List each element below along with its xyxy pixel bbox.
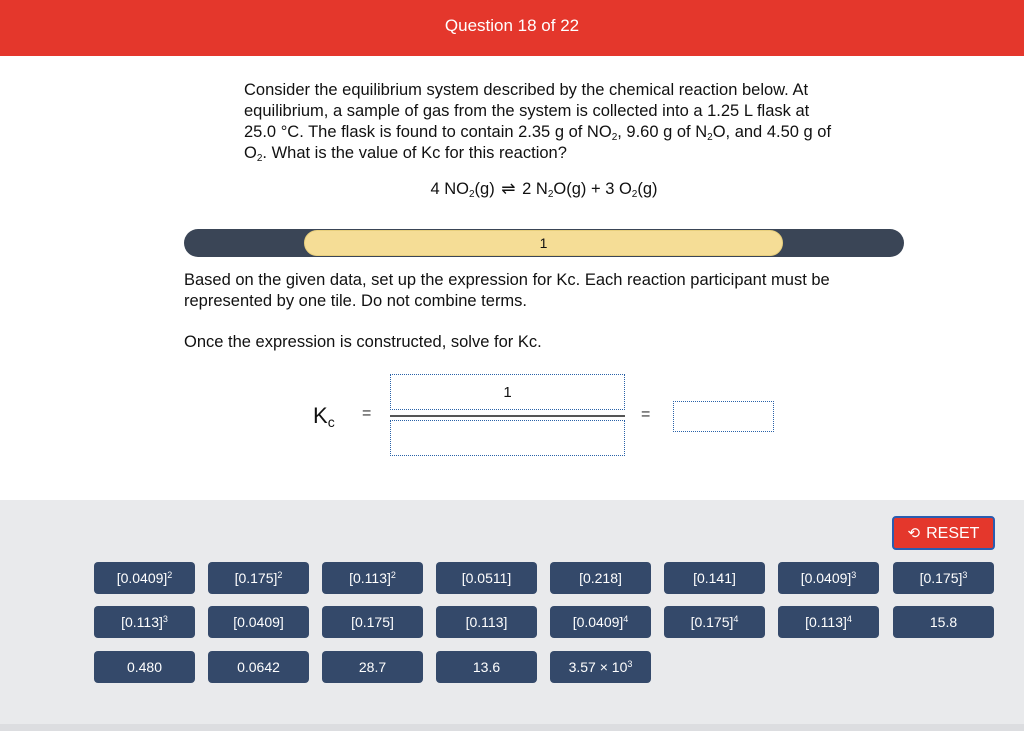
equals-sign-result: = xyxy=(641,406,651,423)
answer-tile[interactable] xyxy=(322,562,423,594)
tile-value: [0.113] xyxy=(121,614,163,630)
denominator-dropzone[interactable] xyxy=(390,420,625,456)
answer-tile[interactable] xyxy=(664,606,765,638)
answer-tile[interactable] xyxy=(436,651,537,683)
tile-value: [0.0409] xyxy=(233,614,284,630)
numerator-dropzone[interactable]: 1 xyxy=(390,374,625,410)
answer-tile[interactable] xyxy=(778,562,879,594)
answer-tile[interactable] xyxy=(322,651,423,683)
chemical-equation: 4 $NO_2(g)$ ⇌ 2 $N_2O(g) + 3$ $O_2(g)$ xyxy=(430,179,658,200)
tile-value: [0.218] xyxy=(579,570,622,586)
tile-value: [0.0409] xyxy=(116,570,168,586)
tile-value: [0.175] xyxy=(234,570,278,586)
tile-value: 28.7 xyxy=(358,659,387,675)
equals-sign: = xyxy=(362,405,372,422)
solve-instruction: Once the expression is constructed, solve for Kc. xyxy=(184,333,542,351)
answer-tile[interactable] xyxy=(550,651,651,683)
answer-tile[interactable] xyxy=(94,562,195,594)
tile-exponent: 3 xyxy=(627,659,633,669)
tile-exponent: 3 xyxy=(851,570,857,580)
tile-value: [0.0409] xyxy=(800,570,852,586)
answer-tile[interactable] xyxy=(893,606,994,638)
answer-tile[interactable] xyxy=(550,562,651,594)
answer-dropzone[interactable] xyxy=(673,401,774,432)
tile-exponent: 3 xyxy=(162,614,168,624)
header-bar xyxy=(0,0,1024,56)
tile-value: [0.141] xyxy=(693,570,736,586)
setup-instruction: Based on the given data, set up the expression for Kc. Each reaction participant must be represented by one tile. Do not combine terms. xyxy=(184,271,830,310)
tile-value: 13.6 xyxy=(472,659,501,675)
fraction-line xyxy=(390,415,625,417)
tile-exponent: 2 xyxy=(277,570,283,580)
kc-label: $K_c$ xyxy=(313,403,335,430)
reset-button[interactable] xyxy=(892,516,995,550)
tile-exponent: 2 xyxy=(167,570,173,580)
equilibrium-arrow-icon: ⇌ xyxy=(501,179,516,198)
answer-tile[interactable] xyxy=(208,606,309,638)
tile-value: 0.0642 xyxy=(237,659,280,675)
answer-tile[interactable] xyxy=(94,606,195,638)
tile-value: [0.113] xyxy=(465,614,508,630)
tile-value: 0.480 xyxy=(126,659,163,675)
tile-value: 15.8 xyxy=(929,614,958,630)
tile-value: [0.175] xyxy=(351,614,394,630)
tile-exponent: 3 xyxy=(962,570,968,580)
answer-tile[interactable] xyxy=(436,562,537,594)
question-counter: Question 18 of 22 xyxy=(444,16,580,35)
answer-tile[interactable] xyxy=(436,606,537,638)
answer-tile[interactable] xyxy=(778,606,879,638)
undo-icon: ⟲ xyxy=(907,525,921,542)
tile-value: 3.57 × 10 xyxy=(568,659,628,675)
reset-label: RESET xyxy=(926,525,980,542)
step-progress-label: 1 xyxy=(539,235,548,251)
tile-exponent: 2 xyxy=(390,570,396,580)
tile-value: [0.175] xyxy=(919,570,963,586)
tile-value: [0.175] xyxy=(690,614,734,630)
tile-exponent: 4 xyxy=(733,614,739,624)
tile-value: [0.113] xyxy=(805,614,847,630)
tile-value: [0.0511] xyxy=(461,570,512,586)
answer-tile[interactable] xyxy=(550,606,651,638)
tile-exponent: 4 xyxy=(623,614,629,624)
answer-tile[interactable] xyxy=(664,562,765,594)
answer-tile[interactable] xyxy=(94,651,195,683)
answer-tile[interactable] xyxy=(208,651,309,683)
question-text: Consider the equilibrium system described by the chemical reaction below. At equilibrium, a sample of gas from the system is collected into a 1.25 L flask at 25.0 °C. The flask is found to contain 2.35 g of $NO_2$, 9.60 g of $N_2O$, and 4.50 g of $O_2$. What is the value of Kc for this reaction? xyxy=(244,81,832,164)
bottom-bar xyxy=(0,724,1024,731)
tile-value: [0.0409] xyxy=(572,614,624,630)
answer-tile[interactable] xyxy=(893,562,994,594)
tile-value: [0.113] xyxy=(349,570,391,586)
answer-tile[interactable] xyxy=(322,606,423,638)
answer-tile[interactable] xyxy=(208,562,309,594)
tile-exponent: 4 xyxy=(846,614,852,624)
